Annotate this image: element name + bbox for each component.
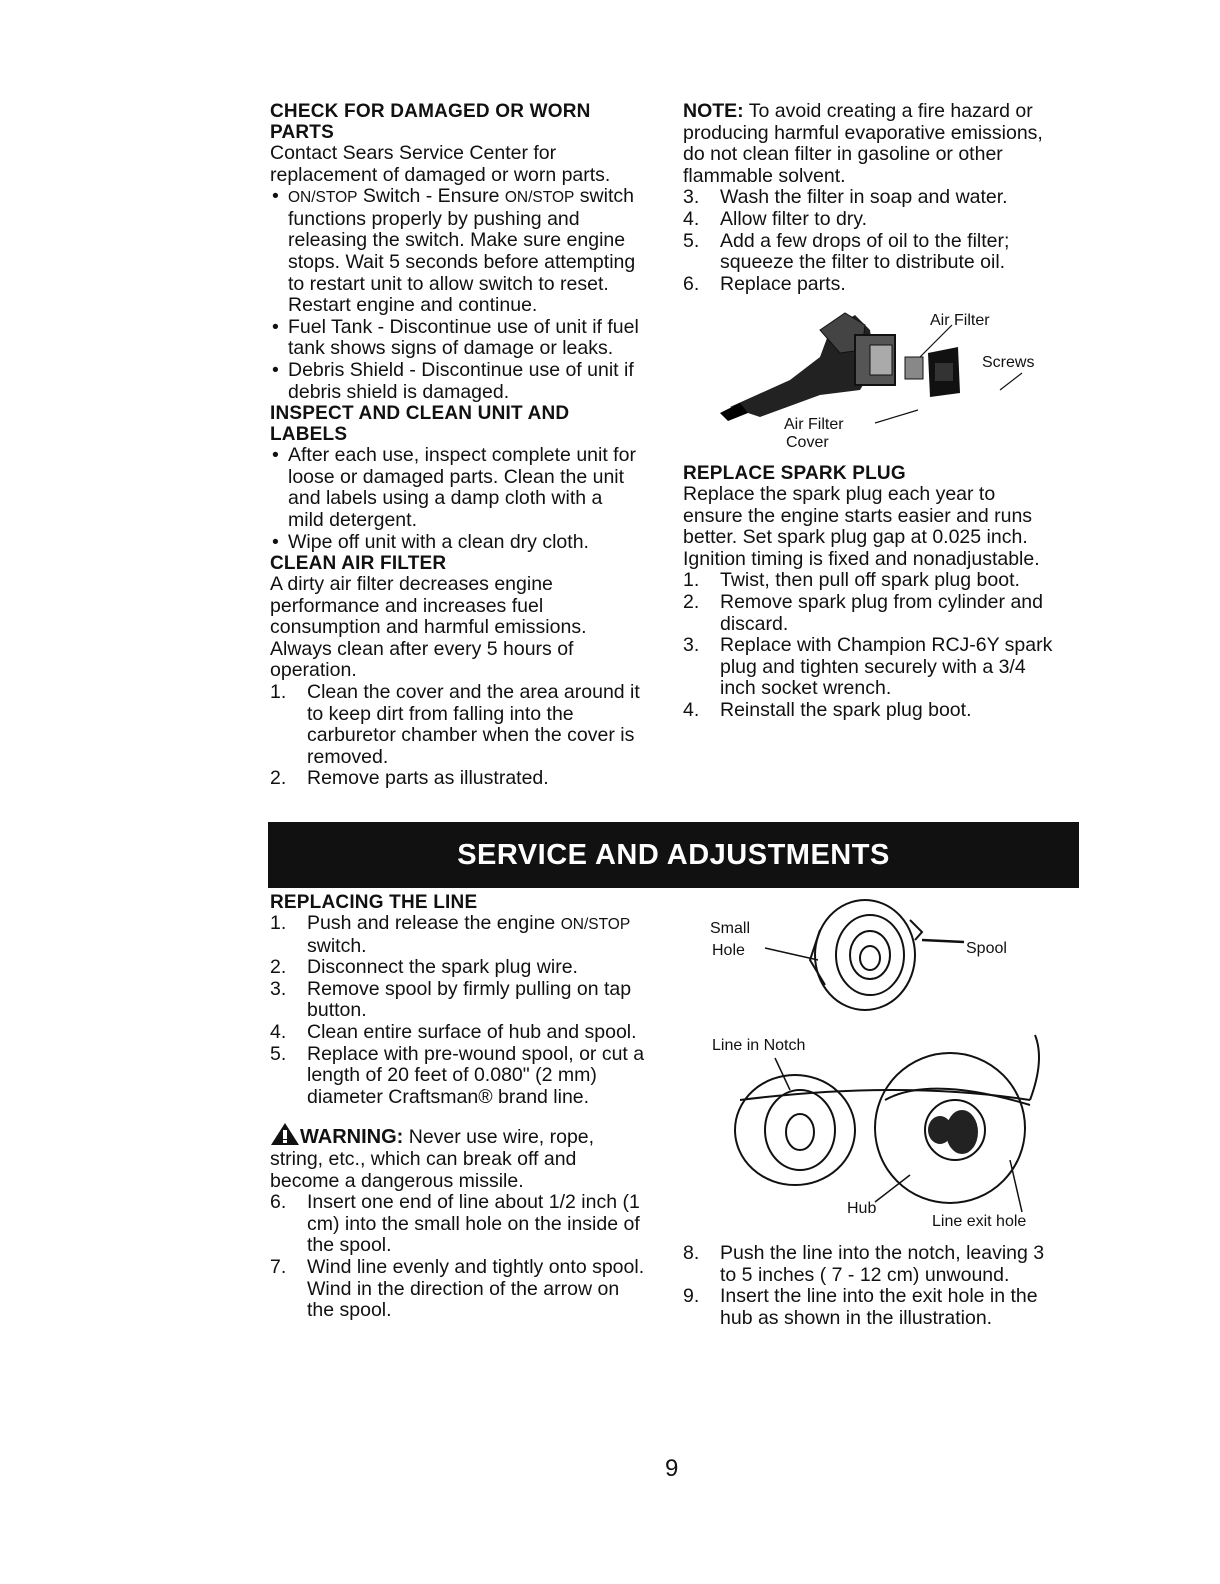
left-top-column	[270, 101, 640, 790]
inspect-title: INSPECT AND CLEAN UNIT AND LABELS	[270, 403, 570, 446]
list-item: 2. Disconnect the spark plug wire.	[270, 956, 578, 979]
list-item: 7. Wind line evenly and tightly onto spool. Wind in the direction of the arrow on the spool.	[270, 1255, 645, 1322]
left-bottom-column	[270, 892, 650, 1322]
label-hub: Hub	[847, 1200, 877, 1217]
air-filter-illustration	[720, 295, 1060, 455]
spark-steps	[683, 570, 1058, 721]
spark-plug-section	[683, 463, 1058, 722]
page-number: 9	[665, 1455, 679, 1482]
bullet-fuel-tank: • Fuel Tank - Discontinue use of unit if fuel tank shows signs of damage or leaks.	[270, 317, 640, 360]
bullet-onstop: • ON/STOP Switch - Ensure ON/STOP switch functions properly by pushing and releasing the switch. Make sure engine stops. Wait 5 seconds before attempting to restart unit to allow switch to reset. Restart engine and continue.	[270, 186, 640, 317]
label-small: Small	[710, 920, 751, 937]
right-bottom-column	[683, 1243, 1058, 1329]
label-screws: Screws	[982, 354, 1035, 371]
right-top-column	[683, 101, 1058, 295]
replacing-title: REPLACING THE LINE	[270, 892, 478, 913]
air-filter-intro: A dirty air filter decreases engine performance and increases fuel consumption and harmful emissions. Always clean after every 5 hours of operation.	[270, 573, 587, 682]
bullet-wipe: • Wipe off unit with a clean dry cloth.	[270, 532, 640, 554]
check-title: CHECK FOR DAMAGED OR WORN PARTS	[270, 101, 591, 143]
label-cover-1: Air Filter	[784, 416, 844, 433]
line-steps	[683, 1243, 1058, 1329]
list-item: 6. Insert one end of line about 1/2 inch (1 cm) into the small hole on the inside of the spool.	[270, 1191, 640, 1257]
list-item: 3. Remove spool by firmly pulling on tap button.	[270, 977, 632, 1022]
label-hole: Hole	[712, 942, 745, 959]
list-item: 1. Clean the cover and the area around it to keep dirt from falling into the carburetor chamber when the cover is removed.	[270, 681, 640, 768]
filter-steps	[683, 187, 1058, 295]
spark-title: REPLACE SPARK PLUG	[683, 463, 906, 484]
section-banner: SERVICE AND ADJUSTMENTS	[268, 822, 1079, 888]
list-item: 4. Reinstall the spark plug boot.	[683, 698, 972, 721]
label-cover-2: Cover	[786, 434, 829, 451]
list-item: 8. Push the line into the notch, leaving 3 to 5 inches ( 7 - 12 cm) unwound.	[683, 1242, 1045, 1286]
list-item: 4. Allow filter to dry.	[683, 207, 868, 230]
list-item: 5. Add a few drops of oil to the filter; squeeze the filter to distribute oil.	[683, 229, 1010, 274]
label-line-notch: Line in Notch	[712, 1037, 806, 1054]
list-item: 1. Push and release the engine ON/STOP switch.	[270, 912, 631, 957]
note: NOTE: To avoid creating a fire hazard or producing harmful evaporative emissions, do not clean filter in gasoline or other flammable solvent.	[683, 100, 1043, 187]
air-filter-figure	[720, 295, 1060, 455]
label-spool: Spool	[966, 940, 1007, 957]
list-item: 3. Wash the filter in soap and water.	[683, 186, 1008, 209]
bullet-debris-shield: • Debris Shield - Discontinue use of unit if debris shield is damaged.	[270, 360, 640, 403]
replacing-steps-2	[270, 1192, 650, 1322]
list-item: 6. Replace parts.	[683, 272, 846, 295]
check-intro: Contact Sears Service Center for replacement of damaged or worn parts.	[270, 142, 611, 186]
spark-intro: Replace the spark plug each year to ensure the engine starts easier and runs better. Set spark plug gap at 0.025 inch. Ignition timing is fixed and nonadjustable.	[683, 483, 1040, 570]
air-filter-steps	[270, 682, 640, 790]
warning: WARNING: Never use wire, rope, string, etc., which can break off and become a dangerous missile.	[270, 1122, 640, 1192]
list-item: 5. Replace with pre-wound spool, or cut a length of 20 feet of 0.080" (2 mm) diameter Craftsman® brand line.	[270, 1042, 645, 1108]
check-bullets	[270, 186, 640, 403]
label-air-filter: Air Filter	[930, 312, 990, 329]
list-item: 9. Insert the line into the exit hole in the hub as shown in the illustration.	[683, 1285, 1038, 1329]
list-item: 3. Replace with Champion RCJ-6Y spark plug and tighten securely with a 3/4 inch socket wrench.	[683, 634, 1053, 700]
list-item: 1. Twist, then pull off spark plug boot.	[683, 569, 1020, 592]
label-exit-hole: Line exit hole	[932, 1213, 1027, 1230]
list-item: 2. Remove spark plug from cylinder and discard.	[683, 590, 1043, 635]
warning-icon	[270, 1122, 300, 1146]
inspect-bullets	[270, 445, 640, 553]
list-item: 2. Remove parts as illustrated.	[270, 767, 549, 790]
replacing-steps	[270, 913, 650, 1108]
list-item: 4. Clean entire surface of hub and spool.	[270, 1020, 637, 1043]
spool-figure	[700, 890, 1060, 1235]
air-filter-title: CLEAN AIR FILTER	[270, 553, 447, 575]
bullet-inspect: • After each use, inspect complete unit for loose or damaged parts. Clean the unit and labels using a damp cloth with a mild detergent.	[270, 445, 640, 531]
